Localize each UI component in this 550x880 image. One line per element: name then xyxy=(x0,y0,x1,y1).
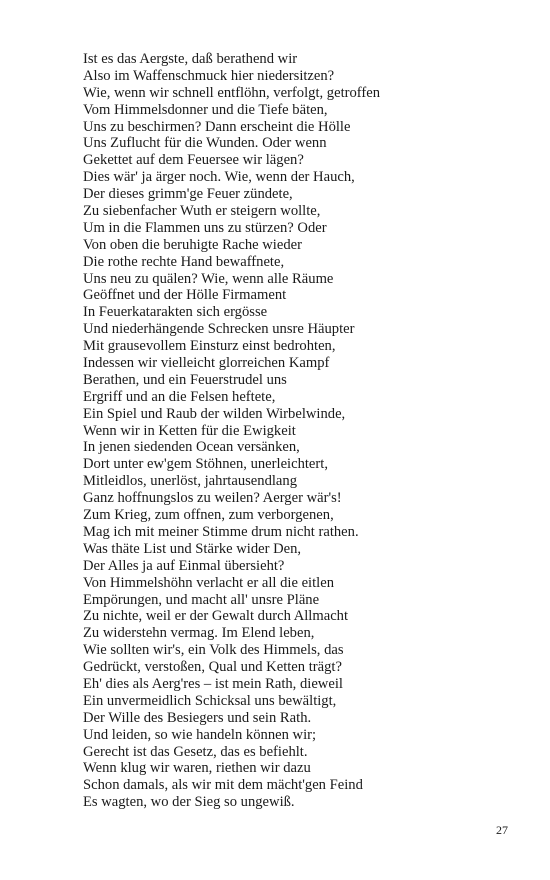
poem-line: Also im Waffenschmuck hier niedersitzen? xyxy=(83,67,335,84)
poem-line: Und niederhängende Schrecken unsre Häupter xyxy=(83,321,355,338)
poem-line: Von oben die beruhigte Rache wieder xyxy=(83,236,302,253)
poem-line: Der Wille des Besiegers und sein Rath. xyxy=(83,709,312,726)
poem-line: Mitleidlos, unerlöst, jahrtausendlang xyxy=(83,473,298,490)
poem-line: Gekettet auf dem Feuersee wir lägen? xyxy=(83,152,304,169)
poem-line: Schon damals, als wir mit dem mächt'gen Feind xyxy=(83,777,363,794)
poem-line: Eh' dies als Aerg'res – ist mein Rath, dieweil xyxy=(83,675,343,692)
poem-line: Uns neu zu quälen? Wie, wenn alle Räume xyxy=(83,270,334,287)
poem-line: Die rothe rechte Hand bewaffnete, xyxy=(83,253,285,270)
poem-line: Uns zu beschirmen? Dann erscheint die Hölle xyxy=(83,118,351,135)
poem-line: Um in die Flammen uns zu stürzen? Oder xyxy=(83,219,327,236)
poem-line: Es wagten, wo der Sieg so ungewiß. xyxy=(83,794,295,811)
poem-line: Berathen, und ein Feuerstrudel uns xyxy=(83,371,287,388)
poem-line: Wenn klug wir waren, riethen wir dazu xyxy=(83,760,311,777)
poem-line: Ein Spiel und Raub der wilden Wirbelwinde, xyxy=(83,405,346,422)
poem-text xyxy=(83,51,380,811)
poem-line: Dort unter ew'gem Stöhnen, unerleichtert, xyxy=(83,456,328,473)
poem-line: Gerecht ist das Gesetz, das es befiehlt. xyxy=(83,743,308,760)
page-number: 27 xyxy=(496,823,508,837)
poem-line: Wenn wir in Ketten für die Ewigkeit xyxy=(83,422,296,439)
poem-line: Von Himmelshöhn verlacht er all die eitlen xyxy=(83,574,335,591)
poem-line: Geöffnet und der Hölle Firmament xyxy=(83,287,287,304)
poem-line: Mit grausevollem Einsturz einst bedrohten, xyxy=(83,338,336,355)
poem-line: Wie sollten wir's, ein Volk des Himmels, das xyxy=(83,642,344,659)
poem-line: Ein unvermeidlich Schicksal uns bewältigt, xyxy=(83,692,337,709)
poem-line: Der Alles ja auf Einmal übersieht? xyxy=(83,557,285,574)
poem-line: Ist es das Aergste, daß berathend wir xyxy=(83,51,298,67)
poem-line: Dies wär' ja ärger noch. Wie, wenn der Hauch, xyxy=(83,169,355,186)
poem-line: In Feuerkatarakten sich ergösse xyxy=(83,304,268,321)
poem-line: Gedrückt, verstoßen, Qual und Ketten trägt? xyxy=(83,659,342,676)
poem-line: Vom Himmelsdonner und die Tiefe bäten, xyxy=(83,101,328,118)
poem-line: Zu widerstehn vermag. Im Elend leben, xyxy=(83,625,315,642)
poem-line: Der dieses grimm'ge Feuer zündete, xyxy=(83,186,293,203)
poem-line: Indessen wir vielleicht glorreichen Kampf xyxy=(83,355,330,372)
poem-line: Zum Krieg, zum offnen, zum verborgenen, xyxy=(83,507,334,524)
poem-line: Zu nichte, weil er der Gewalt durch Allmacht xyxy=(83,608,349,625)
poem-line: Uns Zuflucht für die Wunden. Oder wenn xyxy=(83,135,327,152)
poem-line: Empörungen, und macht all' unsre Pläne xyxy=(83,591,320,608)
poem-line: Mag ich mit meiner Stimme drum nicht rathen. xyxy=(83,523,359,540)
poem-line: Ergriff und an die Felsen heftete, xyxy=(83,388,276,405)
poem-line: In jenen siedenden Ocean versänken, xyxy=(83,439,300,456)
poem-line: Ganz hoffnungslos zu weilen? Aerger wär's! xyxy=(83,490,342,507)
poem-line: Zu siebenfacher Wuth er steigern wollte, xyxy=(83,203,321,220)
poem-line: Wie, wenn wir schnell entflöhn, verfolgt, getroffen xyxy=(83,84,381,101)
poem-line: Was thäte List und Stärke wider Den, xyxy=(83,540,302,557)
poem-line: Und leiden, so wie handeln können wir; xyxy=(83,726,317,743)
